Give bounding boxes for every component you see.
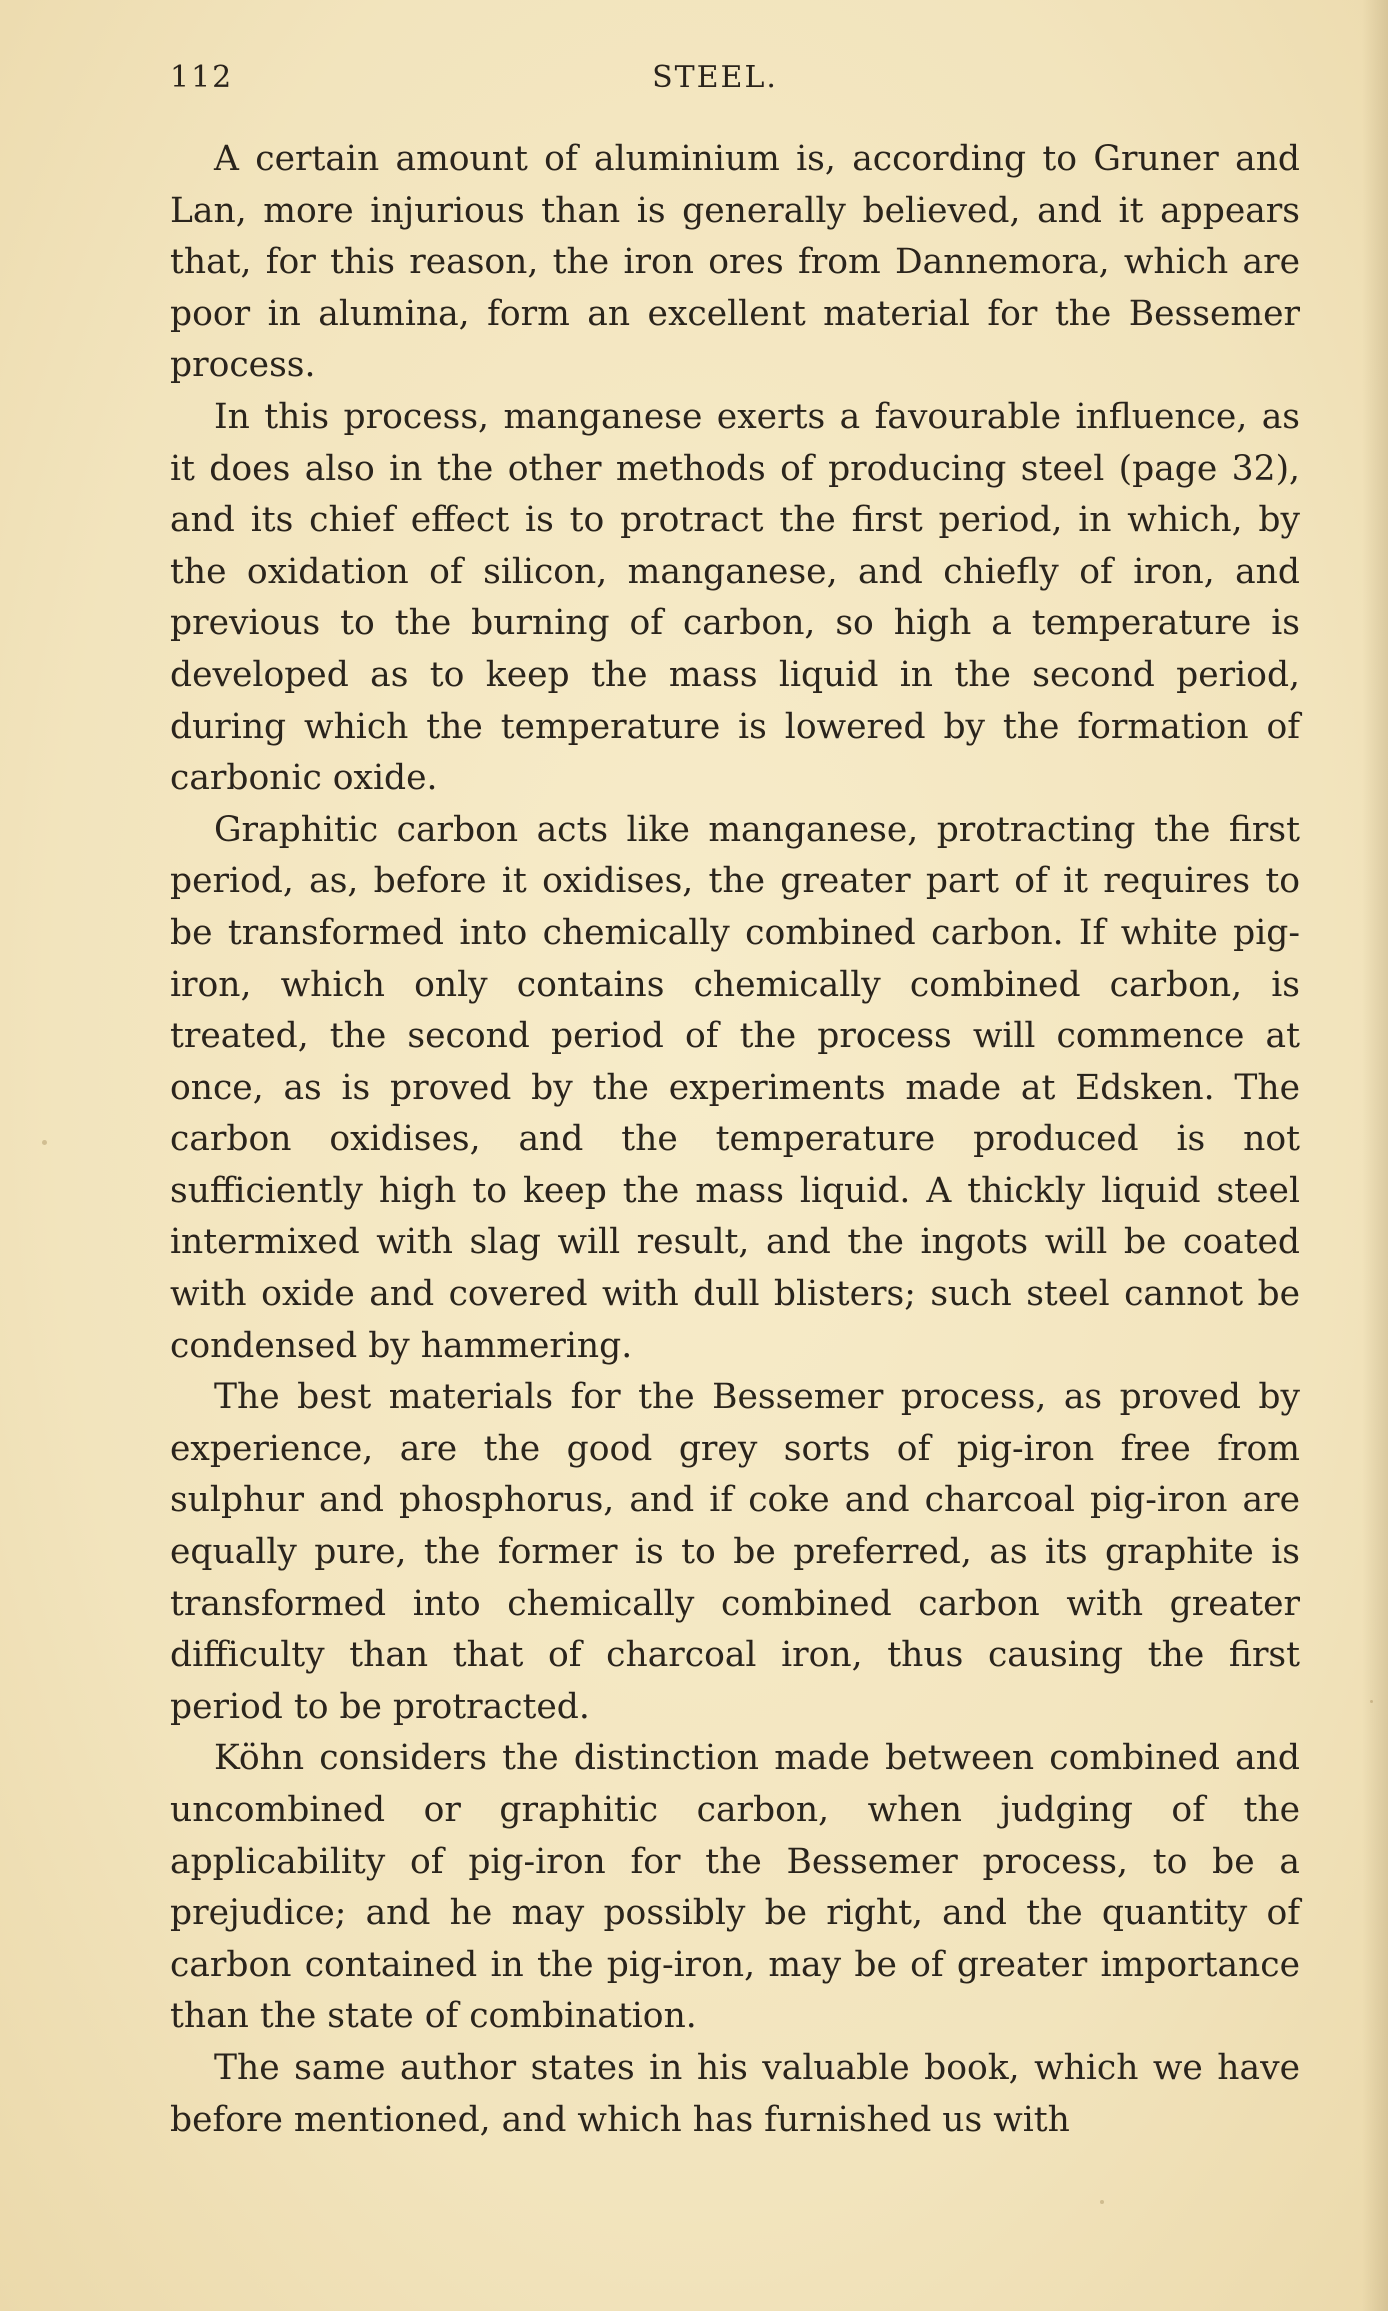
paragraph-graphitic-carbon: Graphitic carbon acts like manganese, protracting the first period, as, before it oxidises, the greater part of it requires to be transformed into chemically combined carbon. If white pig-iron, which only contains chemically combined carbon, is treated, the second period of the process will commence at once, as is proved by the experiments made at Edsken. The carbon oxidises, and the temperature produced is not sufficiently high to keep the mass liquid. A thickly liquid steel intermixed with slag will result, and the ingots will be coated with oxide and covered with dull blisters; such steel cannot be condensed by hammering. — [170, 809, 1300, 1366]
running-title: STEEL. — [652, 60, 778, 95]
body-text — [170, 134, 1300, 2146]
paragraph-best-materials: The best materials for the Bessemer process, as proved by experience, are the good grey sorts of pig-iron free from sulphur and phosphorus, and if coke and charcoal pig-iron are equally pure, the former is to be preferred, as its graphite is transformed into chemically combined carbon with greater difficulty than that of charcoal iron, thus causing the first period to be protracted. — [170, 1377, 1300, 1727]
paragraph-manganese: In this process, manganese exerts a favourable influence, as it does also in the other methods of producing steel (page 32), and its chief effect is to protract the first period, in which, by the oxidation of silicon, manganese, and chiefly of iron, and previous to the burning of carbon, so high a temperature is developed as to keep the mass liquid in the second period, during which the temperature is lowered by the formation of carbonic oxide. — [170, 396, 1300, 799]
paper-speck — [1370, 1700, 1373, 1703]
page-edge-shadow — [1362, 0, 1388, 2311]
paper-speck — [1100, 2200, 1104, 2204]
page-number: 112 — [170, 60, 234, 95]
paragraph-kohn: Köhn considers the distinction made between combined and uncombined or graphitic carbon, when judging of the applicability of pig-iron for the Bessemer process, to be a prejudice; and he may possibly be right, and the quantity of carbon contained in the pig-iron, may be of greater importance than the state of combination. — [170, 1738, 1300, 2037]
paper-speck — [42, 1140, 47, 1145]
paragraph-aluminium: A certain amount of aluminium is, according to Gruner and Lan, more injurious than is generally believed, and it appears that, for this reason, the iron ores from Dannemora, which are poor in alumina, form an excellent material for the Bessemer process. — [170, 139, 1300, 386]
running-head — [170, 60, 1300, 104]
paragraph-same-author: The same author states in his valuable book, which we have before mentioned, and which has furnished us with — [170, 2047, 1300, 2140]
